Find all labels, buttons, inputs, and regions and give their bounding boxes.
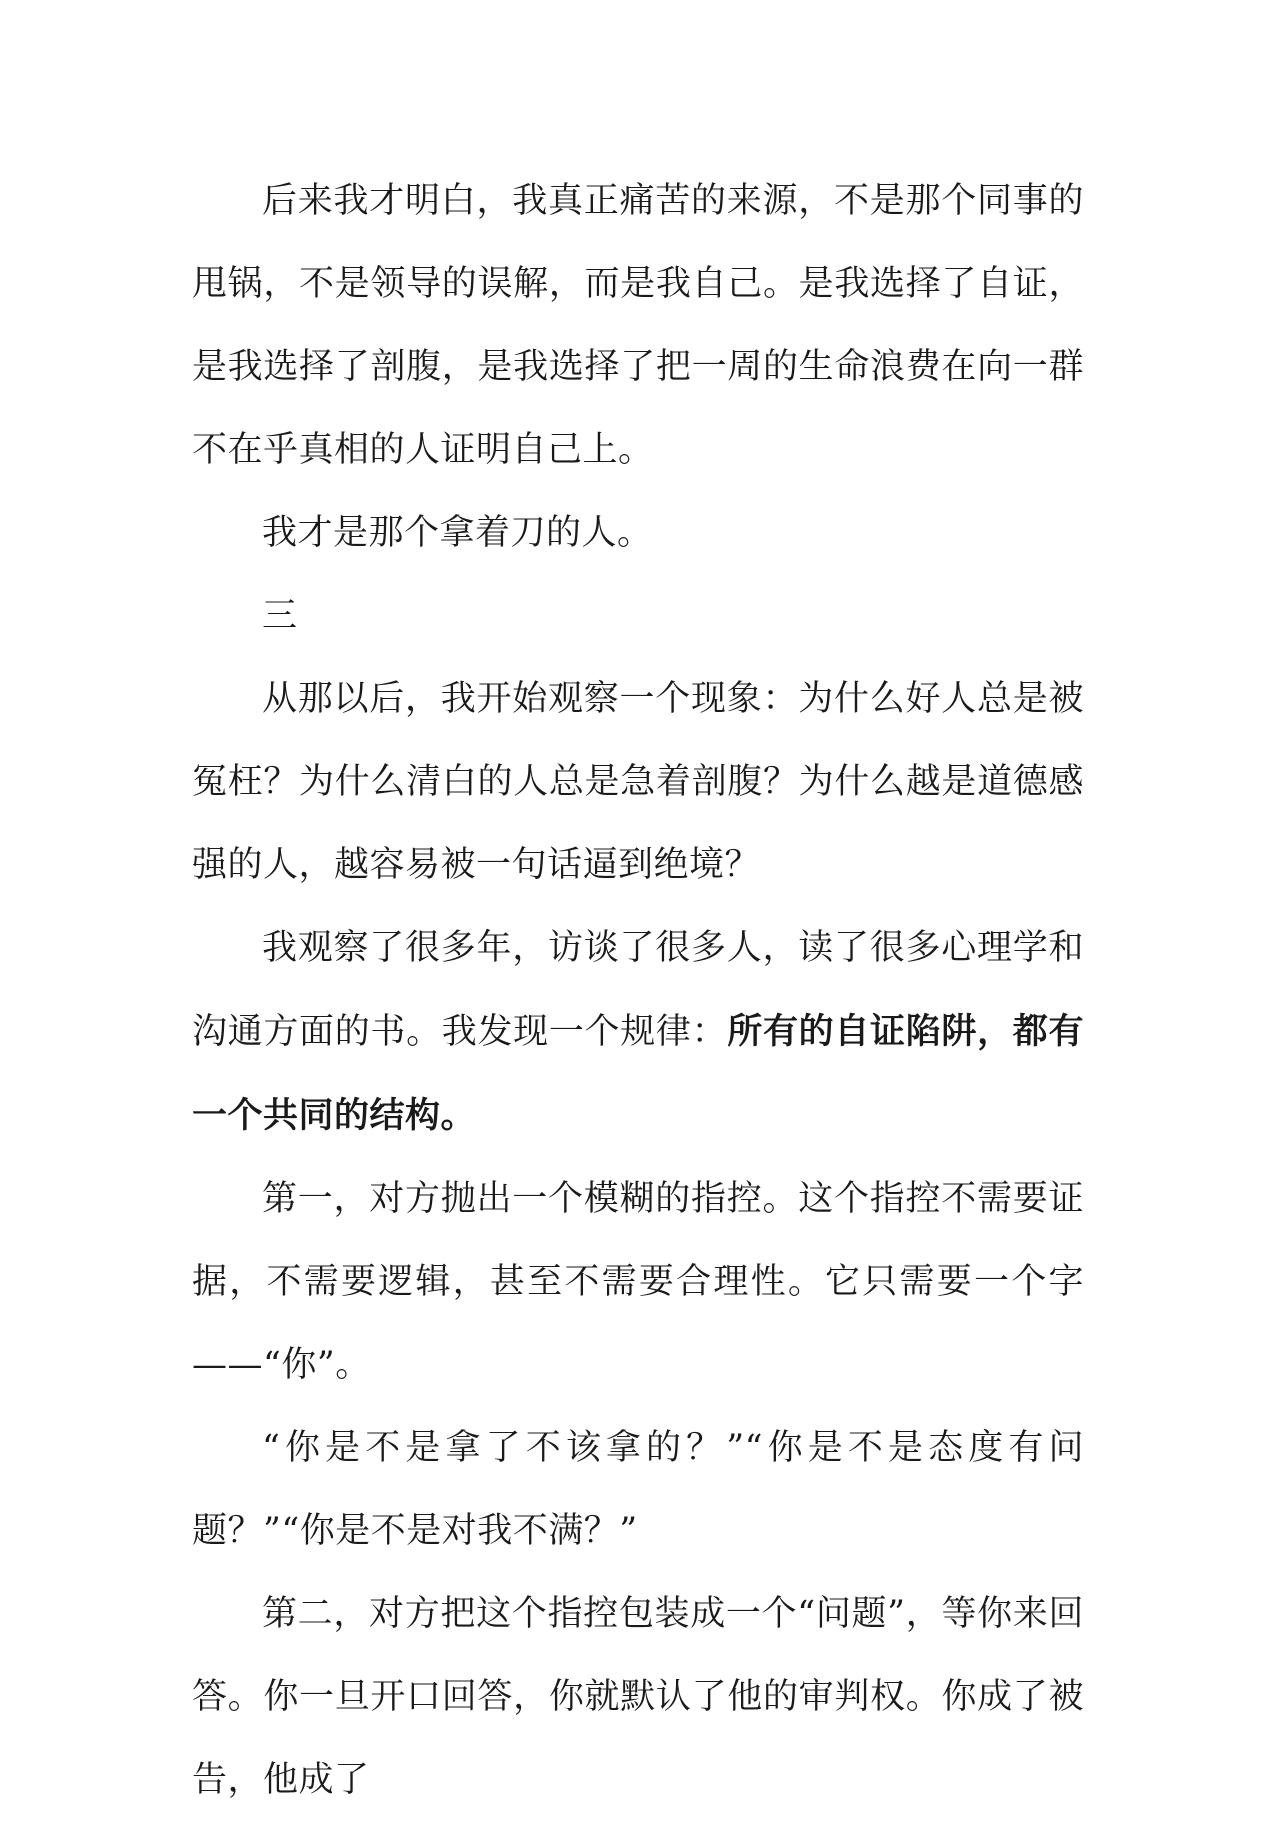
paragraph-4-text: 我观察了很多年，访谈了很多人，读了很多心理学和沟通方面的书。我发现一个规律：	[192, 928, 1084, 1052]
body-text	[192, 160, 1084, 1822]
paragraph-2: 我才是那个拿着刀的人。	[262, 513, 653, 553]
paragraph-4	[192, 907, 1084, 1158]
paragraph-4-bold: 所有的自证陷阱，都有一个共同的结构。	[192, 1011, 1084, 1136]
paragraph-5: 第一，对方抛出一个模糊的指控。这个指控不需要证据，不需要逻辑，甚至不需要合理性。它只需要一个字——“你”。	[192, 1179, 1084, 1385]
paragraph-6: “你是不是拿了不该拿的？”“你是不是态度有问题？”“你是不是对我不满？”	[192, 1428, 1084, 1551]
paragraph-1: 后来我才明白，我真正痛苦的来源，不是那个同事的甩锅，不是领导的误解，而是我自己。是我选择了自证，是我选择了剖腹，是我选择了把一周的生命浪费在向一群不在乎真相的人证明自己上。	[192, 181, 1084, 470]
paragraph-7: 第二，对方把这个指控包装成一个“问题”，等你来回答。你一旦开口回答，你就默认了他的审判权。你成了被告，他成了	[192, 1594, 1084, 1800]
section-heading: 三	[262, 596, 298, 636]
paragraph-3: 从那以后，我开始观察一个现象：为什么好人总是被冤枉？为什么清白的人总是急着剖腹？为什么越是道德感强的人，越容易被一句话逼到绝境？	[192, 679, 1084, 885]
